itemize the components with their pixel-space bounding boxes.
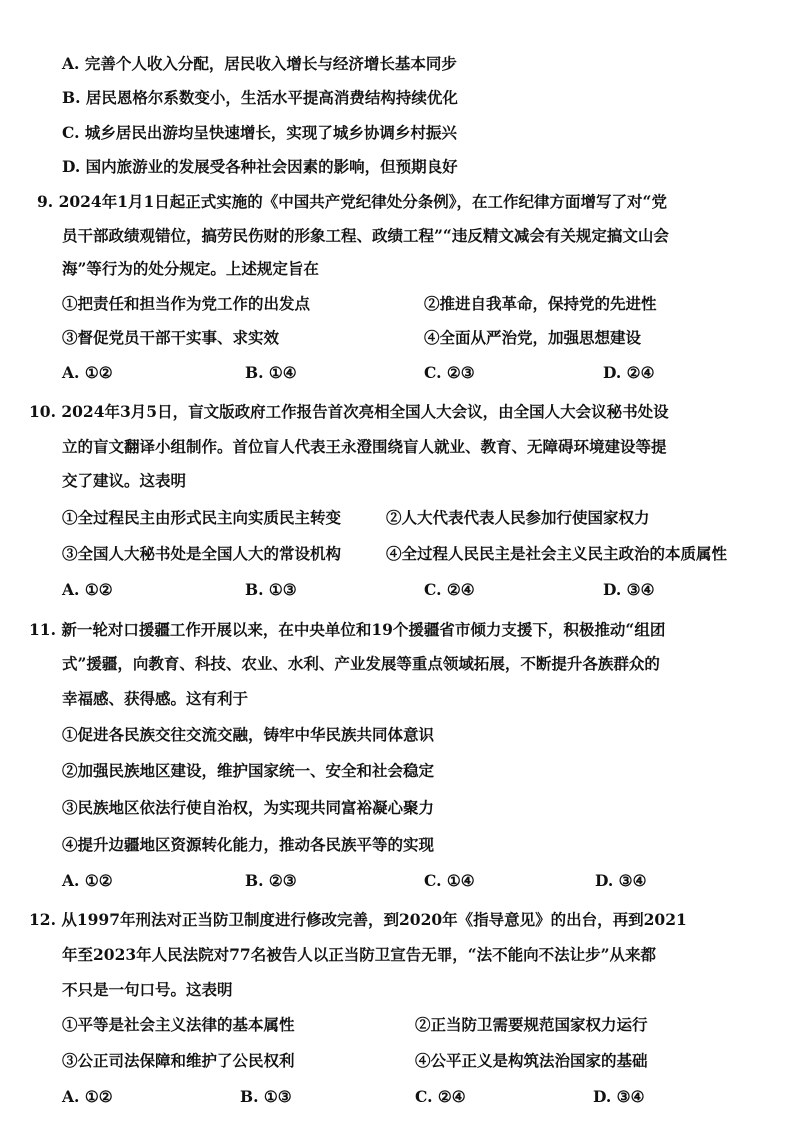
q12-statement-2: ②正当防卫需要规范国家权力运行 <box>415 1015 648 1034</box>
q9-stem-line-1: 9. 2024年1月1日起正式实施的《中国共产党纪律处分条例》，在工作纪律方面增写了对“党 <box>37 192 667 211</box>
q11-stem-line-1: 11. 新一轮对口援疆工作开展以来，在中央单位和19个援疆省市倾力支援下，积极推动“组团 <box>29 620 666 639</box>
q11-choice-b: B. ②③ <box>245 871 297 890</box>
q12-statement-3: ③公正司法保障和维护了公民权利 <box>62 1051 295 1070</box>
q9-statement-3: ③督促党员干部干实事、求实效 <box>62 328 280 347</box>
q12-stem-line-3: 不只是一句口号。这表明 <box>62 980 233 999</box>
q10-choice-a: A. ①② <box>62 580 113 599</box>
q10-statement-3: ③全国人大秘书处是全国人大的常设机构 <box>62 544 342 563</box>
q10-choice-b: B. ①③ <box>245 580 297 599</box>
q9-choice-b: B. ①④ <box>245 363 297 382</box>
q9-stem-line-3: 海”等行为的处分规定。上述规定旨在 <box>62 259 319 278</box>
q10-stem-line-3: 交了建议。这表明 <box>62 471 187 490</box>
q11-choice-a: A. ①② <box>62 871 113 890</box>
q12-statement-4: ④公平正义是构筑法治国家的基础 <box>415 1051 648 1070</box>
q8-option-c: C. 城乡居民出游均呈快速增长，实现了城乡协调乡村振兴 <box>62 123 457 142</box>
q12-stem-line-1: 12. 从1997年刑法对正当防卫制度进行修改完善，到2020年《指导意见》的出台，再到2021 <box>29 910 687 929</box>
q9-statement-1: ①把责任和担当作为党工作的出发点 <box>62 294 311 313</box>
q9-statement-2: ②推进自我革命，保持党的先进性 <box>424 294 657 313</box>
q8-option-a: A. 完善个人收入分配，居民收入增长与经济增长基本同步 <box>62 54 457 73</box>
q10-statement-4: ④全过程人民民主是社会主义民主政治的本质属性 <box>386 544 728 563</box>
q9-choice-d: D. ②④ <box>603 363 655 382</box>
q12-choice-b: B. ①③ <box>240 1087 292 1106</box>
q8-option-d: D. 国内旅游业的发展受各种社会因素的影响，但预期良好 <box>62 157 458 176</box>
q11-stem-line-3: 幸福感、获得感。这有利于 <box>62 689 249 708</box>
q8-option-b: B. 居民恩格尔系数变小，生活水平提高消费结构持续优化 <box>62 88 458 107</box>
q10-stem-line-2: 立的盲文翻译小组制作。首位盲人代表王永澄围绕盲人就业、教育、无障碍环境建设等提 <box>62 437 667 456</box>
q11-statement-1: ①促进各民族交往交流交融，铸牢中华民族共同体意识 <box>62 725 435 744</box>
q12-choice-d: D. ③④ <box>593 1087 645 1106</box>
q10-statement-2: ②人大代表代表人民参加行使国家权力 <box>386 508 650 527</box>
q9-statement-4: ④全面从严治党，加强思想建设 <box>424 328 642 347</box>
q9-choice-a: A. ①② <box>62 363 113 382</box>
q10-choice-d: D. ③④ <box>603 580 655 599</box>
q12-statement-1: ①平等是社会主义法律的基本属性 <box>62 1015 295 1034</box>
q12-choice-a: A. ①② <box>62 1087 113 1106</box>
q11-statement-4: ④提升边疆地区资源转化能力，推动各民族平等的实现 <box>62 835 435 854</box>
q9-choice-c: C. ②③ <box>424 363 475 382</box>
q11-choice-c: C. ①④ <box>424 871 475 890</box>
q10-stem-line-1: 10. 2024年3月5日，盲文版政府工作报告首次亮相全国人大会议，由全国人大会议秘书处设 <box>29 402 669 421</box>
q9-stem-line-2: 员干部政绩观错位，搞劳民伤财的形象工程、政绩工程”“违反精文减会有关规定搞文山会 <box>62 226 669 245</box>
q11-stem-line-2: 式”援疆，向教育、科技、农业、水利、产业发展等重点领域拓展，不断提升各族群众的 <box>62 654 660 673</box>
q10-choice-c: C. ②④ <box>424 580 475 599</box>
q11-choice-d: D. ③④ <box>595 871 647 890</box>
q12-stem-line-2: 年至2023年人民法院对77名被告人以正当防卫宣告无罪，“法不能向不法让步”从来都 <box>62 945 657 964</box>
q12-choice-c: C. ②④ <box>415 1087 466 1106</box>
q11-statement-3: ③民族地区依法行使自治权，为实现共同富裕凝心聚力 <box>62 798 435 817</box>
q10-statement-1: ①全过程民主由形式民主向实质民主转变 <box>62 508 342 527</box>
q11-statement-2: ②加强民族地区建设，维护国家统一、安全和社会稳定 <box>62 761 435 780</box>
